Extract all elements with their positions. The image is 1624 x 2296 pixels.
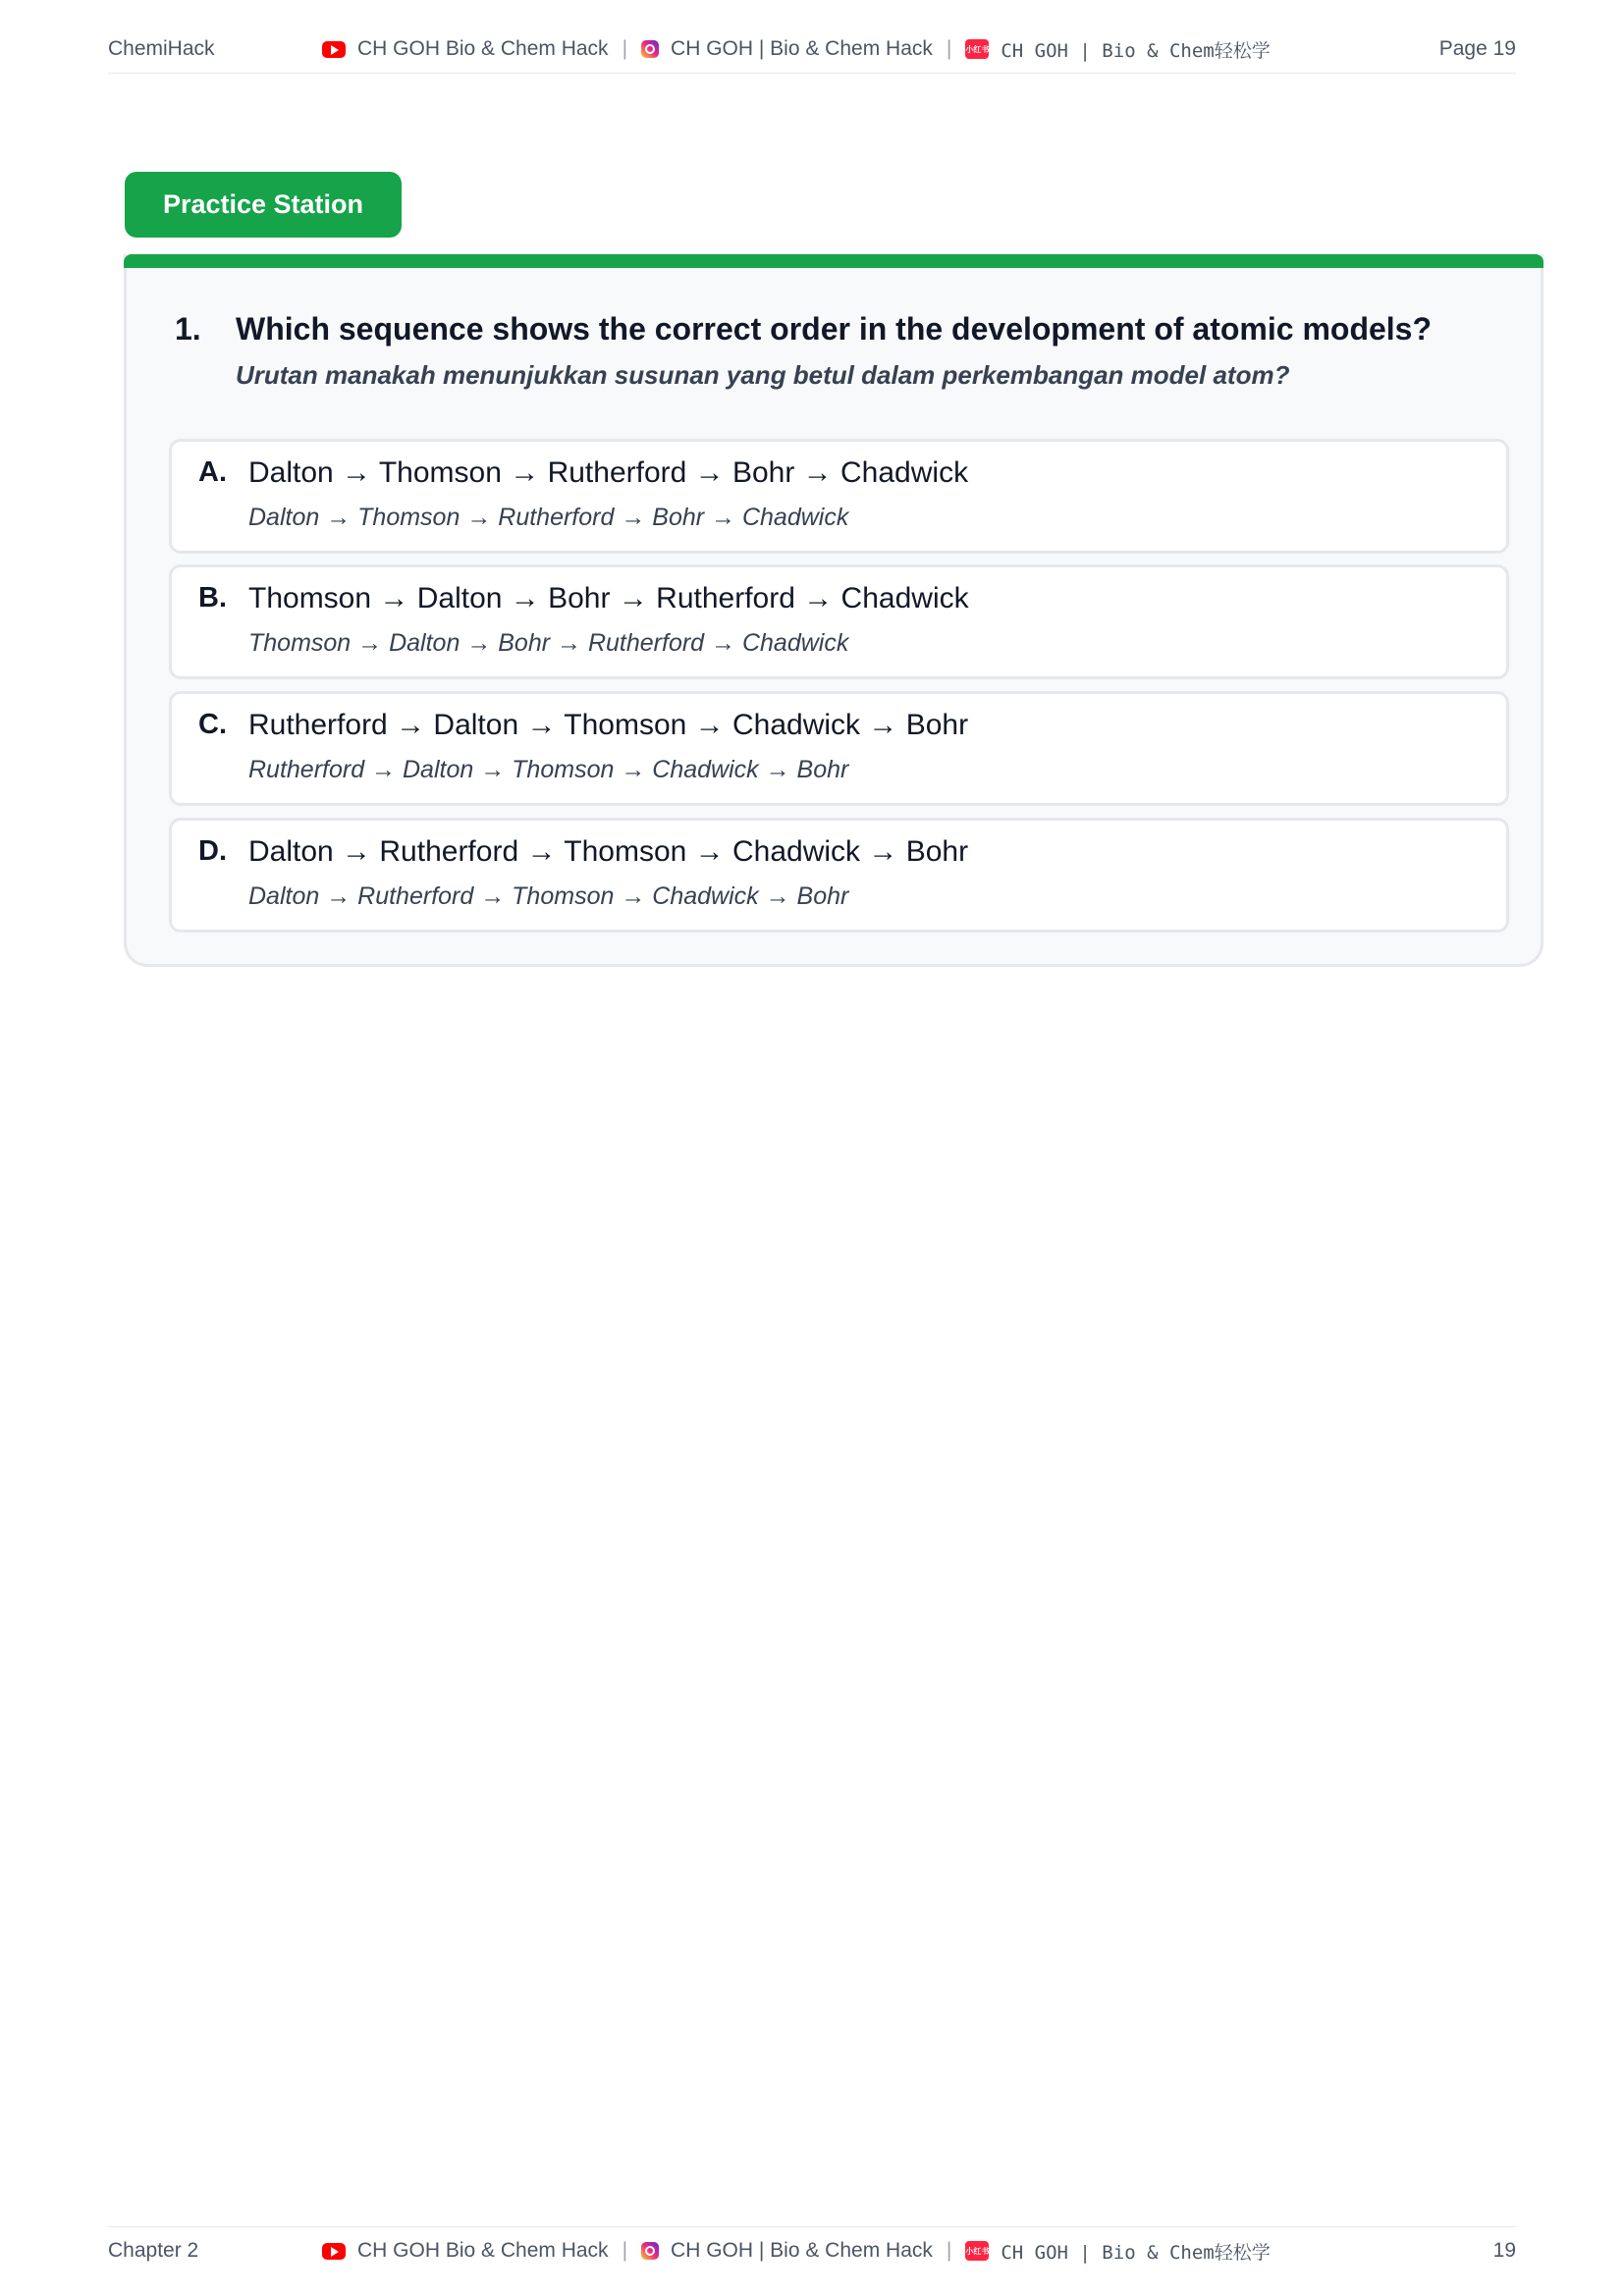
xiaohongshu-label: CH GOH | Bio & Chem轻松学 — [1001, 2241, 1271, 2264]
page-header — [108, 26, 1516, 74]
xiaohongshu-label: CH GOH | Bio & Chem轻松学 — [1001, 39, 1271, 62]
youtube-link[interactable] — [322, 2239, 609, 2263]
separator: | — [946, 37, 952, 60]
option-translation: Dalton → Thomson → Rutherford → Bohr → Chadwick — [248, 504, 849, 531]
card-accent-bar — [124, 254, 1543, 268]
instagram-link[interactable] — [641, 2239, 933, 2263]
instagram-label: CH GOH | Bio & Chem Hack — [671, 2239, 933, 2262]
separator: | — [622, 37, 628, 60]
youtube-link[interactable] — [322, 37, 609, 61]
question-text: Which sequence shows the correct order in the development of atomic models? — [236, 311, 1433, 347]
option-text: Dalton → Rutherford → Thomson → Chadwick → Bohr — [248, 835, 969, 868]
page-footer — [108, 2226, 1516, 2274]
youtube-icon — [322, 2243, 346, 2260]
social-links — [322, 36, 1271, 63]
option-b[interactable] — [169, 564, 1509, 679]
instagram-link[interactable] — [641, 37, 933, 61]
option-letter: D. — [198, 835, 227, 867]
xiaohongshu-link[interactable] — [965, 2238, 1270, 2265]
option-text: Rutherford → Dalton → Thomson → Chadwick → Bohr — [248, 709, 969, 741]
social-links — [322, 2238, 1271, 2265]
brand-name: ChemiHack — [108, 37, 215, 60]
instagram-label: CH GOH | Bio & Chem Hack — [671, 37, 933, 60]
page-label: Page 19 — [1438, 37, 1516, 60]
youtube-label: CH GOH Bio & Chem Hack — [357, 37, 609, 60]
xiaohongshu-link[interactable] — [965, 36, 1270, 63]
instagram-icon — [641, 40, 659, 58]
option-c[interactable] — [169, 691, 1509, 806]
option-letter: A. — [198, 456, 227, 488]
question-number: 1. — [175, 311, 201, 347]
practice-station-tag: Practice Station — [125, 172, 402, 238]
option-text: Thomson → Dalton → Bohr → Rutherford → Chadwick — [248, 582, 969, 614]
option-letter: B. — [198, 582, 227, 614]
option-translation: Thomson → Dalton → Bohr → Rutherford → Chadwick — [248, 629, 849, 657]
separator: | — [622, 2239, 628, 2262]
option-letter: C. — [198, 709, 227, 740]
question-translation: Urutan manakah menunjukkan susunan yang betul dalam perkembangan model atom? — [236, 360, 1290, 390]
option-text: Dalton → Thomson → Rutherford → Bohr → Chadwick — [248, 456, 969, 489]
separator: | — [946, 2239, 952, 2262]
youtube-label: CH GOH Bio & Chem Hack — [357, 2239, 609, 2262]
option-d[interactable] — [169, 818, 1509, 933]
option-a[interactable] — [169, 439, 1509, 554]
instagram-icon — [641, 2242, 659, 2260]
chapter-label: Chapter 2 — [108, 2239, 199, 2262]
option-translation: Rutherford → Dalton → Thomson → Chadwick → Bohr — [248, 756, 849, 783]
xiaohongshu-icon: 小红书 — [965, 2241, 989, 2261]
option-translation: Dalton → Rutherford → Thomson → Chadwick → Bohr — [248, 882, 849, 910]
youtube-icon — [322, 41, 346, 58]
page-number: 19 — [1492, 2239, 1516, 2262]
xiaohongshu-icon: 小红书 — [965, 39, 989, 59]
